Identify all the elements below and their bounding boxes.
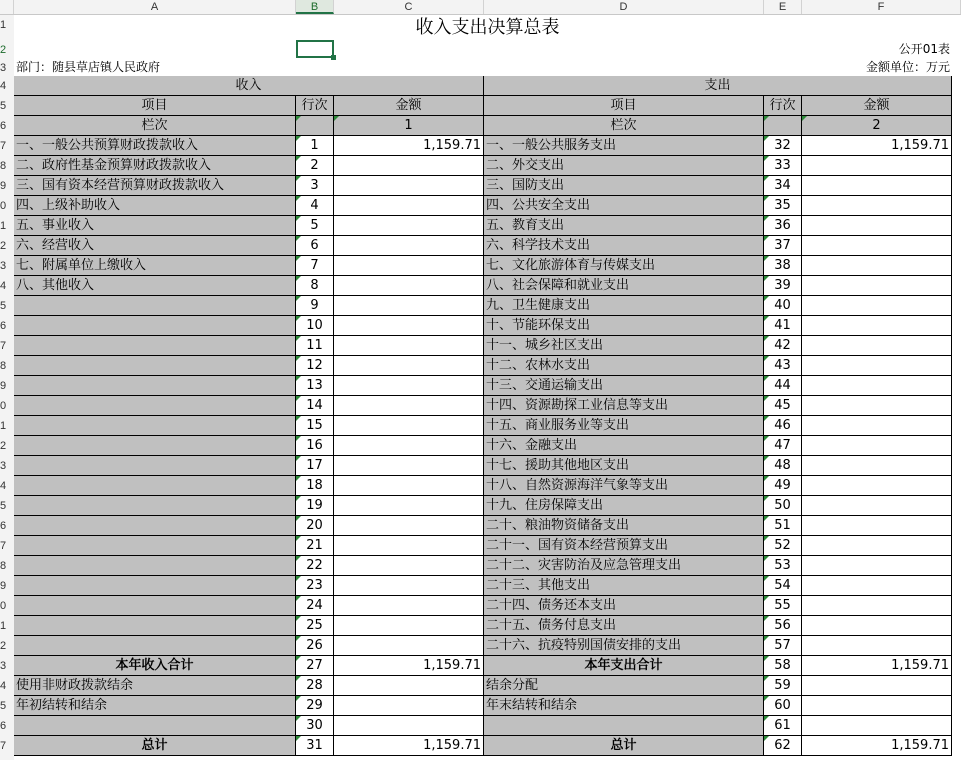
income-item-name[interactable] <box>14 356 296 376</box>
row-number[interactable]: 5 <box>0 500 7 512</box>
income-item-name[interactable]: 本年收入合计 <box>14 656 296 676</box>
expense-line-number[interactable]: 46 <box>764 416 802 436</box>
row-number[interactable]: 1 <box>0 220 7 232</box>
expense-item-name[interactable]: 十一、城乡社区支出 <box>484 336 764 356</box>
column-header-d[interactable]: D <box>484 0 764 14</box>
expense-amount[interactable] <box>802 396 952 416</box>
expense-amount[interactable] <box>802 476 952 496</box>
income-line-number[interactable]: 9 <box>296 296 334 316</box>
expense-line-number[interactable]: 61 <box>764 716 802 736</box>
income-line-number[interactable]: 31 <box>296 736 334 756</box>
income-line-number[interactable]: 23 <box>296 576 334 596</box>
expense-amount[interactable] <box>802 716 952 736</box>
expense-line-number[interactable]: 49 <box>764 476 802 496</box>
expense-amount[interactable] <box>802 196 952 216</box>
expense-item-name[interactable]: 十七、援助其他地区支出 <box>484 456 764 476</box>
expense-line-number[interactable]: 33 <box>764 156 802 176</box>
income-amount[interactable] <box>334 236 484 256</box>
income-column-line[interactable] <box>296 116 334 136</box>
expense-line-number[interactable]: 32 <box>764 136 802 156</box>
expense-line-number[interactable]: 60 <box>764 696 802 716</box>
expense-item-name[interactable]: 十九、住房保障支出 <box>484 496 764 516</box>
expense-item-name[interactable]: 十八、自然资源海洋气象等支出 <box>484 476 764 496</box>
expense-amount[interactable] <box>802 336 952 356</box>
expense-line-number[interactable]: 41 <box>764 316 802 336</box>
row-number[interactable]: 7 <box>0 340 7 352</box>
expense-line-number[interactable]: 48 <box>764 456 802 476</box>
expense-item-name[interactable]: 十五、商业服务业等支出 <box>484 416 764 436</box>
income-amount[interactable] <box>334 356 484 376</box>
expense-amount[interactable] <box>802 416 952 436</box>
income-line-number[interactable]: 10 <box>296 316 334 336</box>
income-amount[interactable] <box>334 696 484 716</box>
income-amount[interactable] <box>334 216 484 236</box>
row-number[interactable]: 0 <box>0 200 7 212</box>
expense-amount[interactable] <box>802 256 952 276</box>
row-number[interactable]: 3 <box>0 660 7 672</box>
income-amount[interactable] <box>334 436 484 456</box>
income-amount[interactable] <box>334 296 484 316</box>
expense-line-number[interactable]: 39 <box>764 276 802 296</box>
row-number[interactable]: 8 <box>0 160 7 172</box>
expense-item-name[interactable]: 一、一般公共服务支出 <box>484 136 764 156</box>
expense-line-number[interactable]: 34 <box>764 176 802 196</box>
row-number[interactable]: 5 <box>0 700 7 712</box>
row-number[interactable]: 2 <box>0 44 7 56</box>
row-number[interactable]: 2 <box>0 640 7 652</box>
income-amount[interactable] <box>334 636 484 656</box>
income-item-name[interactable] <box>14 336 296 356</box>
income-line-number[interactable]: 18 <box>296 476 334 496</box>
expense-amount[interactable] <box>802 696 952 716</box>
income-line-number[interactable]: 29 <box>296 696 334 716</box>
row-number[interactable]: 6 <box>0 520 7 532</box>
expense-line-number[interactable]: 51 <box>764 516 802 536</box>
row-number[interactable]: 1 <box>0 620 7 632</box>
row-number[interactable]: 3 <box>0 62 7 74</box>
income-item-name[interactable] <box>14 576 296 596</box>
income-line-number[interactable]: 22 <box>296 556 334 576</box>
income-amount[interactable] <box>334 416 484 436</box>
expense-column-number[interactable]: 2 <box>802 116 952 136</box>
row-number[interactable]: 4 <box>0 480 7 492</box>
income-amount[interactable] <box>334 196 484 216</box>
income-line-number[interactable]: 20 <box>296 516 334 536</box>
expense-item-name[interactable]: 四、公共安全支出 <box>484 196 764 216</box>
expense-amount[interactable] <box>802 596 952 616</box>
expense-line-number[interactable]: 62 <box>764 736 802 756</box>
expense-item-name[interactable]: 结余分配 <box>484 676 764 696</box>
expense-line-number[interactable]: 47 <box>764 436 802 456</box>
income-amount[interactable] <box>334 676 484 696</box>
income-line-number[interactable]: 14 <box>296 396 334 416</box>
income-line-number[interactable]: 13 <box>296 376 334 396</box>
income-amount[interactable] <box>334 156 484 176</box>
expense-line-number[interactable]: 38 <box>764 256 802 276</box>
income-item-name[interactable] <box>14 496 296 516</box>
expense-item-name[interactable] <box>484 716 764 736</box>
expense-amount[interactable]: 1,159.71 <box>802 656 952 676</box>
income-line-number[interactable]: 21 <box>296 536 334 556</box>
unit-label[interactable]: 金额单位：万元 <box>865 60 950 74</box>
expense-item-header[interactable]: 项目 <box>484 96 764 116</box>
expense-line-number[interactable]: 40 <box>764 296 802 316</box>
expense-amount[interactable]: 1,159.71 <box>802 136 952 156</box>
income-item-name[interactable]: 二、政府性基金预算财政拨款收入 <box>14 156 296 176</box>
income-item-name[interactable] <box>14 536 296 556</box>
row-number[interactable]: 4 <box>0 280 7 292</box>
income-item-name[interactable]: 六、经营收入 <box>14 236 296 256</box>
expense-item-name[interactable]: 十、节能环保支出 <box>484 316 764 336</box>
income-amount[interactable] <box>334 496 484 516</box>
income-line-number[interactable]: 12 <box>296 356 334 376</box>
expense-item-name[interactable]: 本年支出合计 <box>484 656 764 676</box>
income-line-number[interactable]: 5 <box>296 216 334 236</box>
expense-line-number[interactable]: 37 <box>764 236 802 256</box>
income-item-name[interactable]: 四、上级补助收入 <box>14 196 296 216</box>
expense-amount[interactable] <box>802 316 952 336</box>
expense-line-number[interactable]: 43 <box>764 356 802 376</box>
row-number[interactable]: 7 <box>0 740 7 752</box>
income-item-name[interactable] <box>14 376 296 396</box>
row-number[interactable]: 2 <box>0 240 7 252</box>
row-number[interactable]: 9 <box>0 380 7 392</box>
expense-line-number[interactable]: 55 <box>764 596 802 616</box>
income-line-number[interactable]: 16 <box>296 436 334 456</box>
expense-header[interactable]: 支出 <box>484 76 952 96</box>
income-line-number[interactable]: 30 <box>296 716 334 736</box>
expense-item-name[interactable]: 九、卫生健康支出 <box>484 296 764 316</box>
expense-line-number[interactable]: 57 <box>764 636 802 656</box>
income-item-name[interactable] <box>14 436 296 456</box>
income-item-name[interactable] <box>14 456 296 476</box>
income-amount[interactable] <box>334 556 484 576</box>
income-line-number[interactable]: 3 <box>296 176 334 196</box>
income-item-name[interactable]: 一、一般公共预算财政拨款收入 <box>14 136 296 156</box>
expense-item-name[interactable]: 十四、资源勘探工业信息等支出 <box>484 396 764 416</box>
income-amount[interactable] <box>334 276 484 296</box>
row-number[interactable]: 9 <box>0 180 7 192</box>
income-item-name[interactable] <box>14 636 296 656</box>
expense-item-name[interactable]: 总计 <box>484 736 764 756</box>
income-amount-header[interactable]: 金额 <box>334 96 484 116</box>
expense-amount[interactable]: 1,159.71 <box>802 736 952 756</box>
income-item-name[interactable] <box>14 516 296 536</box>
income-item-name[interactable]: 三、国有资本经营预算财政拨款收入 <box>14 176 296 196</box>
income-amount[interactable] <box>334 456 484 476</box>
expense-amount[interactable] <box>802 236 952 256</box>
row-number[interactable]: 7 <box>0 140 7 152</box>
expense-item-name[interactable]: 二十二、灾害防治及应急管理支出 <box>484 556 764 576</box>
expense-amount[interactable] <box>802 376 952 396</box>
row-number[interactable]: 6 <box>0 320 7 332</box>
income-line-number[interactable]: 15 <box>296 416 334 436</box>
income-item-name[interactable] <box>14 556 296 576</box>
department-label[interactable]: 部门：随县草店镇人民政府 <box>16 60 161 74</box>
expense-amount[interactable] <box>802 556 952 576</box>
income-line-header[interactable]: 行次 <box>296 96 334 116</box>
income-line-number[interactable]: 25 <box>296 616 334 636</box>
expense-item-name[interactable]: 三、国防支出 <box>484 176 764 196</box>
income-column-number[interactable]: 1 <box>334 116 484 136</box>
row-number[interactable]: 3 <box>0 260 7 272</box>
row-number[interactable]: 1 <box>0 420 7 432</box>
income-item-name[interactable] <box>14 316 296 336</box>
expense-column-label[interactable]: 栏次 <box>484 116 764 136</box>
expense-amount[interactable] <box>802 356 952 376</box>
expense-amount[interactable] <box>802 156 952 176</box>
column-header-a[interactable]: A <box>14 0 296 14</box>
expense-line-number[interactable]: 59 <box>764 676 802 696</box>
expense-amount[interactable] <box>802 296 952 316</box>
income-line-number[interactable]: 27 <box>296 656 334 676</box>
select-all-corner[interactable] <box>0 0 14 14</box>
income-line-number[interactable]: 1 <box>296 136 334 156</box>
income-line-number[interactable]: 19 <box>296 496 334 516</box>
expense-item-name[interactable]: 五、教育支出 <box>484 216 764 236</box>
income-item-name[interactable] <box>14 416 296 436</box>
income-item-name[interactable] <box>14 716 296 736</box>
income-amount[interactable]: 1,159.71 <box>334 136 484 156</box>
expense-item-name[interactable]: 二十三、其他支出 <box>484 576 764 596</box>
income-item-name[interactable]: 总计 <box>14 736 296 756</box>
income-amount[interactable] <box>334 336 484 356</box>
expense-line-number[interactable]: 52 <box>764 536 802 556</box>
active-cell-selection[interactable] <box>296 40 334 58</box>
income-line-number[interactable]: 4 <box>296 196 334 216</box>
row-number[interactable]: 8 <box>0 560 7 572</box>
row-number[interactable]: 6 <box>0 120 7 132</box>
expense-amount[interactable] <box>802 276 952 296</box>
expense-line-number[interactable]: 54 <box>764 576 802 596</box>
income-amount[interactable] <box>334 536 484 556</box>
expense-line-number[interactable]: 35 <box>764 196 802 216</box>
expense-amount[interactable] <box>802 436 952 456</box>
income-line-number[interactable]: 8 <box>296 276 334 296</box>
expense-line-number[interactable]: 58 <box>764 656 802 676</box>
expense-amount[interactable] <box>802 516 952 536</box>
income-line-number[interactable]: 6 <box>296 236 334 256</box>
income-line-number[interactable]: 11 <box>296 336 334 356</box>
income-line-number[interactable]: 7 <box>296 256 334 276</box>
expense-item-name[interactable]: 二十、粮油物资储备支出 <box>484 516 764 536</box>
sheet-title[interactable]: 收入支出决算总表 <box>415 17 560 38</box>
income-line-number[interactable]: 2 <box>296 156 334 176</box>
expense-item-name[interactable]: 六、科学技术支出 <box>484 236 764 256</box>
income-header[interactable]: 收入 <box>14 76 484 96</box>
income-amount[interactable] <box>334 376 484 396</box>
income-line-number[interactable]: 17 <box>296 456 334 476</box>
expense-item-name[interactable]: 十二、农林水支出 <box>484 356 764 376</box>
income-item-name[interactable] <box>14 476 296 496</box>
expense-item-name[interactable]: 二十六、抗疫特别国债安排的支出 <box>484 636 764 656</box>
row-number[interactable]: 4 <box>0 80 7 92</box>
income-item-name[interactable] <box>14 616 296 636</box>
income-item-name[interactable]: 八、其他收入 <box>14 276 296 296</box>
row-number[interactable]: 2 <box>0 440 7 452</box>
row-number[interactable]: 3 <box>0 460 7 472</box>
expense-line-number[interactable]: 45 <box>764 396 802 416</box>
expense-column-line[interactable] <box>764 116 802 136</box>
income-line-number[interactable]: 24 <box>296 596 334 616</box>
expense-amount[interactable] <box>802 536 952 556</box>
row-number[interactable]: 6 <box>0 720 7 732</box>
row-number[interactable]: 1 <box>0 19 7 31</box>
income-amount[interactable] <box>334 176 484 196</box>
expense-item-name[interactable]: 年末结转和结余 <box>484 696 764 716</box>
income-item-name[interactable]: 五、事业收入 <box>14 216 296 236</box>
expense-item-name[interactable]: 二、外交支出 <box>484 156 764 176</box>
expense-item-name[interactable]: 八、社会保障和就业支出 <box>484 276 764 296</box>
column-header-f[interactable]: F <box>802 0 961 14</box>
row-number[interactable]: 7 <box>0 540 7 552</box>
income-amount[interactable]: 1,159.71 <box>334 656 484 676</box>
income-amount[interactable] <box>334 256 484 276</box>
income-item-name[interactable] <box>14 396 296 416</box>
expense-line-number[interactable]: 36 <box>764 216 802 236</box>
income-item-name[interactable]: 七、附属单位上缴收入 <box>14 256 296 276</box>
expense-amount[interactable] <box>802 216 952 236</box>
income-item-name[interactable] <box>14 296 296 316</box>
expense-amount[interactable] <box>802 676 952 696</box>
income-amount[interactable] <box>334 516 484 536</box>
expense-item-name[interactable]: 十三、交通运输支出 <box>484 376 764 396</box>
row-header-bar <box>0 15 14 760</box>
income-item-name[interactable]: 年初结转和结余 <box>14 696 296 716</box>
row-number[interactable]: 5 <box>0 100 7 112</box>
expense-item-name[interactable]: 七、文化旅游体育与传媒支出 <box>484 256 764 276</box>
income-amount[interactable] <box>334 396 484 416</box>
expense-amount[interactable] <box>802 176 952 196</box>
expense-line-number[interactable]: 42 <box>764 336 802 356</box>
income-item-header[interactable]: 项目 <box>14 96 296 116</box>
expense-line-number[interactable]: 56 <box>764 616 802 636</box>
expense-amount[interactable] <box>802 496 952 516</box>
income-item-name[interactable] <box>14 596 296 616</box>
row-number[interactable]: 0 <box>0 600 7 612</box>
expense-item-name[interactable]: 二十一、国有资本经营预算支出 <box>484 536 764 556</box>
expense-line-number[interactable]: 53 <box>764 556 802 576</box>
column-header-bar <box>0 0 961 15</box>
expense-amount[interactable] <box>802 636 952 656</box>
income-amount[interactable]: 1,159.71 <box>334 736 484 756</box>
row-number[interactable]: 0 <box>0 400 7 412</box>
income-column-label[interactable]: 栏次 <box>14 116 296 136</box>
expense-line-header[interactable]: 行次 <box>764 96 802 116</box>
income-amount[interactable] <box>334 596 484 616</box>
income-line-number[interactable]: 28 <box>296 676 334 696</box>
column-header-b[interactable]: B <box>296 0 334 14</box>
income-item-name[interactable]: 使用非财政拨款结余 <box>14 676 296 696</box>
expense-amount[interactable] <box>802 616 952 636</box>
row-number[interactable]: 5 <box>0 300 7 312</box>
expense-item-name[interactable]: 二十四、债务还本支出 <box>484 596 764 616</box>
expense-line-number[interactable]: 50 <box>764 496 802 516</box>
column-header-e[interactable]: E <box>764 0 802 14</box>
income-amount[interactable] <box>334 716 484 736</box>
income-amount[interactable] <box>334 616 484 636</box>
income-amount[interactable] <box>334 576 484 596</box>
income-amount[interactable] <box>334 316 484 336</box>
column-header-c[interactable]: C <box>334 0 484 14</box>
row-number[interactable]: 4 <box>0 680 7 692</box>
row-number[interactable]: 9 <box>0 580 7 592</box>
expense-amount[interactable] <box>802 456 952 476</box>
expense-item-name[interactable]: 十六、金融支出 <box>484 436 764 456</box>
expense-amount[interactable] <box>802 576 952 596</box>
income-line-number[interactable]: 26 <box>296 636 334 656</box>
income-amount[interactable] <box>334 476 484 496</box>
row-number[interactable]: 8 <box>0 360 7 372</box>
expense-amount-header[interactable]: 金额 <box>802 96 952 116</box>
form-code[interactable]: 公开01表 <box>898 42 950 56</box>
expense-item-name[interactable]: 二十五、债务付息支出 <box>484 616 764 636</box>
expense-line-number[interactable]: 44 <box>764 376 802 396</box>
